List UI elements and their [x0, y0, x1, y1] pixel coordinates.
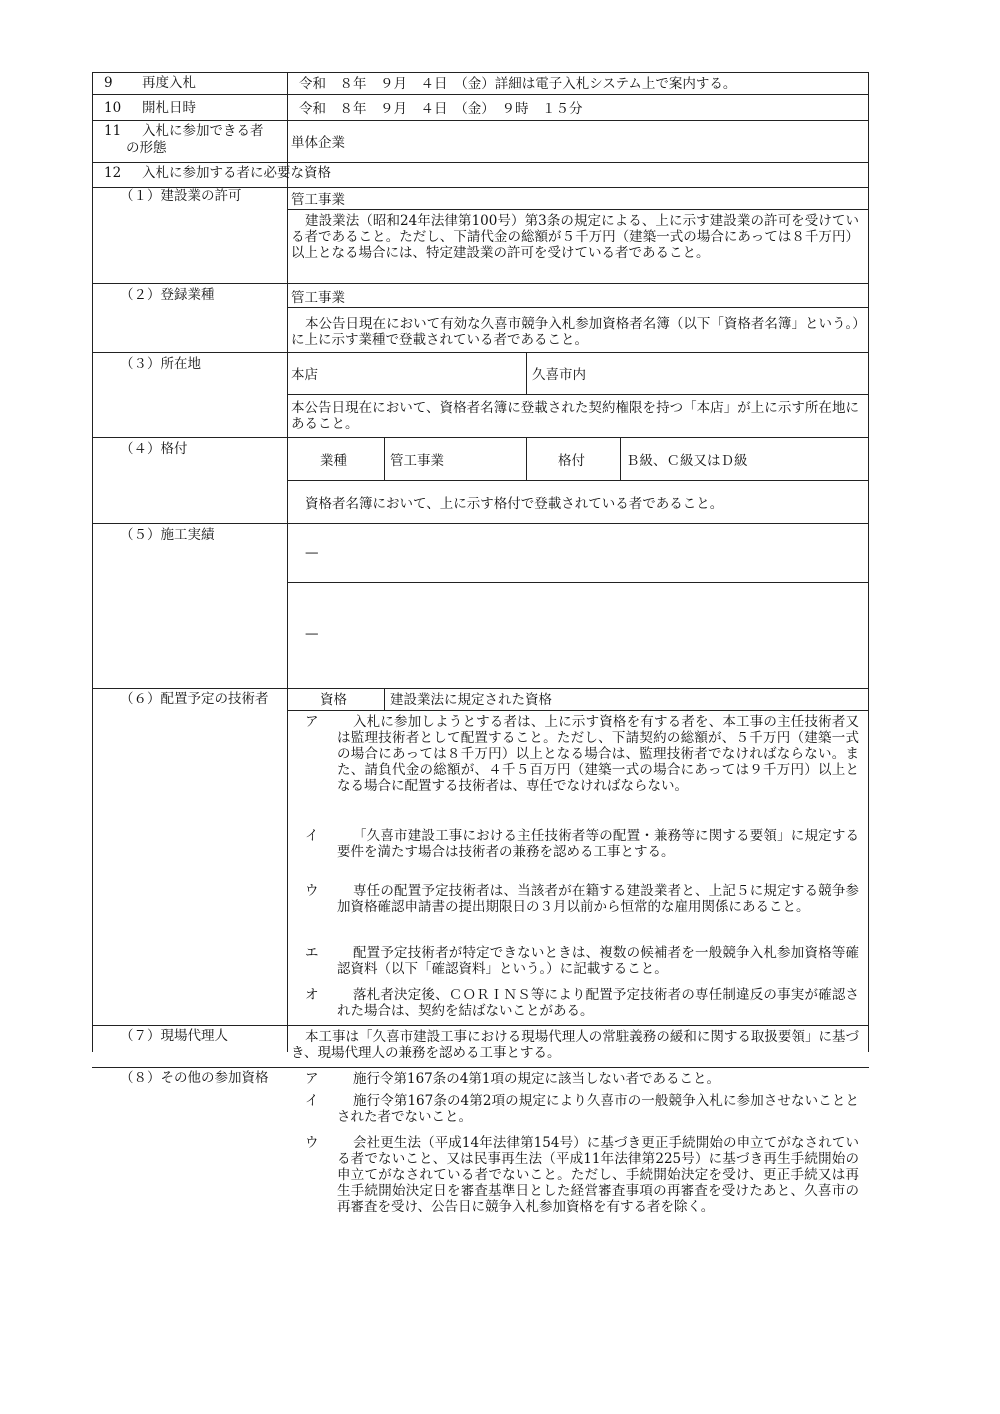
- row-number: 12: [104, 165, 122, 181]
- sub-label: （５）施工実績: [120, 527, 215, 543]
- column-divider: [384, 688, 385, 710]
- requirements-table: [92, 72, 869, 1215]
- list-item: 落札者決定後、ＣＯＲＩＮＳ等により配置予定技術者の専任制違反の事実が確認された場合は、契約を結ばないことがある。: [337, 987, 859, 1019]
- list-item: 「久喜市建設工事における主任技術者等の配置・兼務等に関する要領」に規定する要件を満たす場合は技術者の兼務を認める工事とする。: [337, 828, 859, 860]
- agent-text: 本工事は「久喜市建設工事における現場代理人の常駐義務の緩和に関する取扱要領」に基づき、現場代理人の兼務を認める工事とする。: [291, 1029, 859, 1061]
- list-marker: ウ: [305, 883, 319, 899]
- record-value-1: —: [305, 545, 319, 561]
- row-number: 11: [104, 123, 122, 139]
- list-item: 専任の配置予定技術者は、当該者が在籍する建設業者と、上記５に規定する競争参加資格確認申請書の提出期限日の３月以前から恒常的な雇用関係にあること。: [337, 883, 859, 915]
- participation-form-value: 単体企業: [291, 135, 345, 151]
- row-divider: [92, 523, 869, 524]
- row-number: 10: [104, 100, 122, 116]
- list-item: 入札に参加しようとする者は、上に示す資格を有する者を、本工事の主任技術者又は監理技術者として配置すること。ただし、下請契約の総額が、５千万円（建築一式の場合にあっては８千万円）以上となる場合は、監理技術者でなければならない。また、請負代金の総額が、４千５百万円（建築一式の場合にあっては９千万円）以上となる場合に配置する技術者は、専任でなければならない。: [337, 714, 859, 794]
- sub-label: （７）現場代理人: [120, 1028, 228, 1044]
- qualification-value: 建設業法に規定された資格: [390, 692, 552, 708]
- column-divider: [287, 72, 288, 1052]
- rank-value: Ｂ級、Ｃ級又はＤ級: [626, 453, 748, 469]
- row-divider: [92, 1025, 869, 1026]
- qualification-label: 資格: [320, 692, 347, 708]
- table-left-border: [92, 72, 93, 1052]
- registration-text: 本公告日現在において有効な久喜市競争入札参加資格者名簿（以下「資格者名簿」という。）に上に示す業種で登載されている者であること。: [291, 316, 859, 348]
- list-marker: ア: [305, 714, 319, 730]
- list-marker: オ: [305, 987, 319, 1003]
- list-item: 施行令第167条の4第2項の規定により久喜市の一般競争入札に参加させないこととされた者でないこと。: [337, 1093, 859, 1125]
- rank-label: 格付: [558, 453, 585, 469]
- column-divider: [384, 437, 385, 480]
- license-type: 管工事業: [291, 192, 345, 208]
- list-item: 配置予定技術者が特定できないときは、複数の候補者を一般競争入札参加資格等確認資料（以下「確認資料」という。）に記載すること。: [337, 945, 859, 977]
- list-marker: イ: [305, 828, 319, 844]
- industry-label: 業種: [320, 453, 347, 469]
- location-text: 本公告日現在において、資格者名簿に登載された契約権限を持つ「本店」が上に示す所在地にあること。: [291, 400, 859, 432]
- opening-datetime-value: 令和 ８年 ９月 ４日 （金） ９時 １５分: [299, 101, 583, 117]
- location-key: 本店: [291, 367, 318, 383]
- sub-label: （６）配置予定の技術者: [120, 691, 269, 707]
- list-marker: エ: [305, 945, 319, 961]
- sub-label: （８）その他の参加資格: [120, 1070, 269, 1086]
- row-divider: [92, 688, 869, 689]
- sub-label: （３）所在地: [120, 356, 201, 372]
- location-value: 久喜市内: [532, 367, 586, 383]
- row-divider: [92, 94, 869, 95]
- row-divider: [92, 437, 869, 438]
- cell-divider: [287, 710, 869, 711]
- rebid-value: 令和 ８年 ９月 ４日 （金）詳細は電子入札システム上で案内する。: [299, 76, 737, 92]
- column-divider: [526, 437, 527, 480]
- column-divider: [620, 437, 621, 480]
- sub-label: （４）格付: [120, 441, 188, 457]
- list-item: 会社更生法（平成14年法律第154号）に基づき更正手続開始の申立てがなされている者でないこと、又は民事再生法（平成11年法律第225号）に基づき再生手続開始の申立てがなされている者でないこと。ただし、手続開始決定を受け、更正手続又は再生手続開始決定日を審査基準日とした経営審査事項の再審査を受けたあと、久喜市の再審査を受け、公告日に競争入札参加資格を有する者を除く。: [337, 1135, 859, 1215]
- record-value-2: —: [305, 626, 319, 642]
- cell-divider: [287, 394, 869, 395]
- row-divider: [92, 352, 869, 353]
- registration-type: 管工事業: [291, 290, 345, 306]
- table-right-border: [868, 72, 869, 1052]
- list-marker: イ: [305, 1093, 319, 1109]
- row-label: 再度入札: [142, 75, 196, 91]
- cell-divider: [287, 209, 869, 210]
- list-item: 施行令第167条の4第1項の規定に該当しない者であること。: [353, 1071, 720, 1087]
- table-top-border: [92, 72, 869, 73]
- section-heading: 入札に参加する者に必要な資格: [142, 165, 331, 181]
- row-label: 開札日時: [142, 100, 196, 116]
- row-divider: [92, 283, 869, 284]
- sub-label: （１）建設業の許可: [120, 188, 242, 204]
- industry-value: 管工事業: [390, 453, 444, 469]
- row-label: 入札に参加できる者: [142, 123, 264, 139]
- list-marker: ウ: [305, 1135, 319, 1151]
- rating-text: 資格者名簿において、上に示す格付で登載されている者であること。: [305, 496, 724, 512]
- cell-divider: [287, 307, 869, 308]
- sub-label: （２）登録業種: [120, 287, 215, 303]
- license-text: 建設業法（昭和24年法律第100号）第3条の規定による、上に示す建設業の許可を受けている者であること。ただし、下請代金の総額が５千万円（建築一式の場合にあっては８千万円）以上となる場合には、特定建設業の許可を受けている者であること。: [291, 213, 859, 261]
- row-divider: [92, 120, 869, 121]
- column-divider: [526, 352, 527, 394]
- row-divider: [92, 1067, 869, 1068]
- row-label: の形態: [126, 140, 167, 156]
- row-number: 9: [104, 75, 113, 91]
- cell-divider: [287, 480, 869, 481]
- row-divider: [92, 162, 869, 163]
- list-marker: ア: [305, 1071, 319, 1087]
- cell-divider: [287, 582, 869, 583]
